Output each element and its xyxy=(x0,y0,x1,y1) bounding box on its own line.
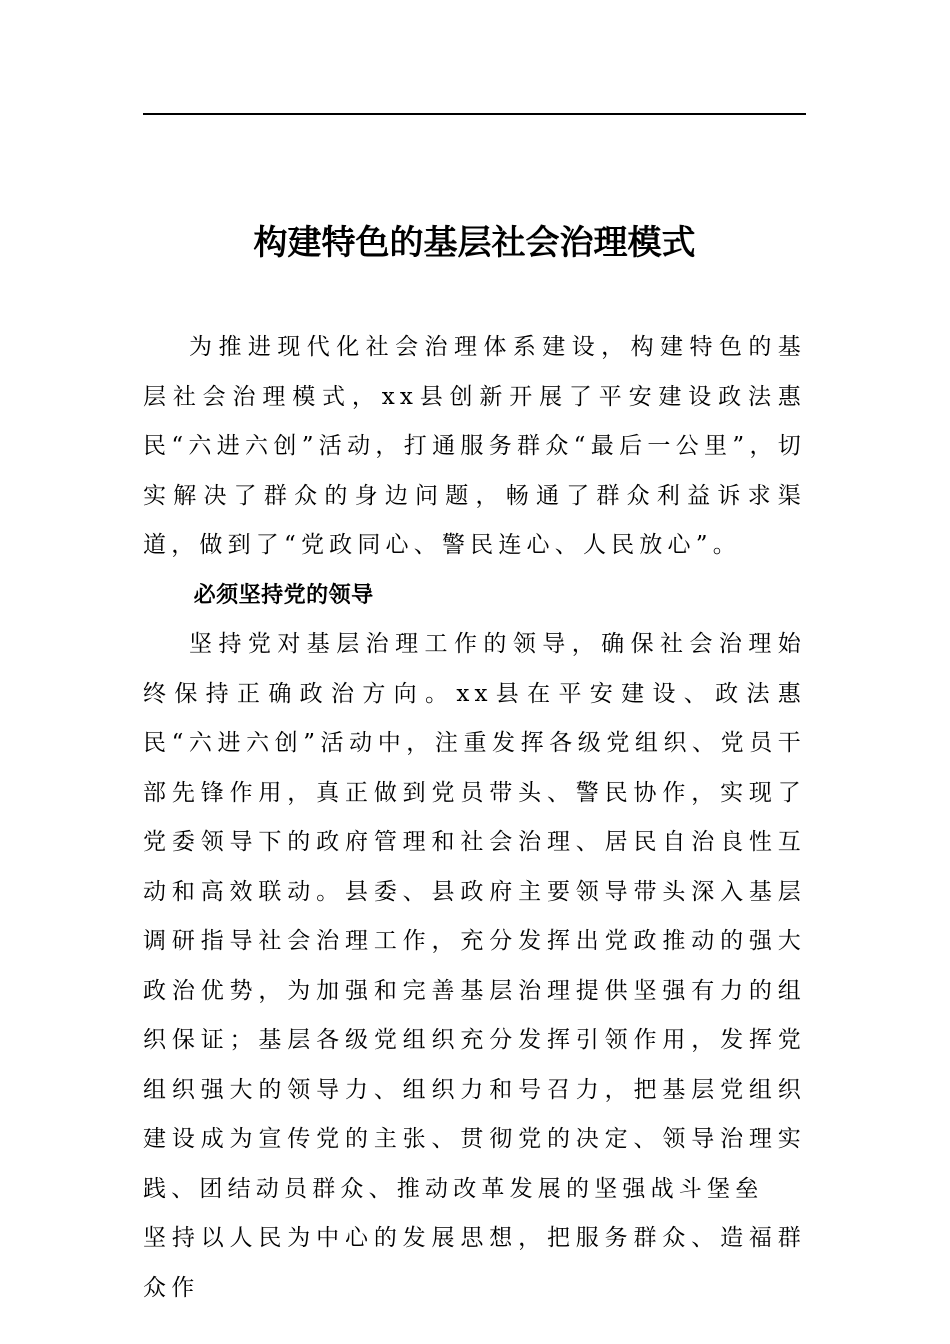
intro-paragraph: 为推进现代化社会治理体系建设，构建特色的基层社会治理模式，xx县创新开展了平安建设政法惠民“六进六创”活动，打通服务群众“最后一公里”，切实解决了群众的身边问题，畅通了群众利益诉求渠道，做到了“党政同心、警民连心、人民放心”。 xyxy=(143,334,806,558)
section-paragraph: 坚持党对基层治理工作的领导，确保社会治理始终保持正确政治方向。xx县在平安建设、政法惠民“六进六创”活动中，注重发挥各级党组织、党员干部先锋作用，真正做到党员带头、警民协作，实现了党委领导下的政府管理和社会治理、居民自治良性互动和高效联动。县委、县政府主要领导带头深入基层调研指导社会治理工作，充分发挥出党政推动的强大政治优势，为加强和完善基层治理提供坚强有力的组织保证；基层各级党组织充分发挥引领作用，发挥党组织强大的领导力、组织力和号召力，把基层党组织建设成为宣传党的主张、贯彻党的决定、领导治理实践、团结动员群众、推动改革发展的坚强战斗堡垒 xyxy=(143,631,806,1202)
document-title: 构建特色的基层社会治理模式 xyxy=(253,223,696,263)
section-paragraph-2: 坚持以人民为中心的发展思想，把服务群众、造福群众作 xyxy=(143,1225,806,1301)
header-rule xyxy=(143,113,806,115)
document-body xyxy=(143,323,806,1313)
section-heading: 必须坚持党的领导 xyxy=(193,582,374,608)
